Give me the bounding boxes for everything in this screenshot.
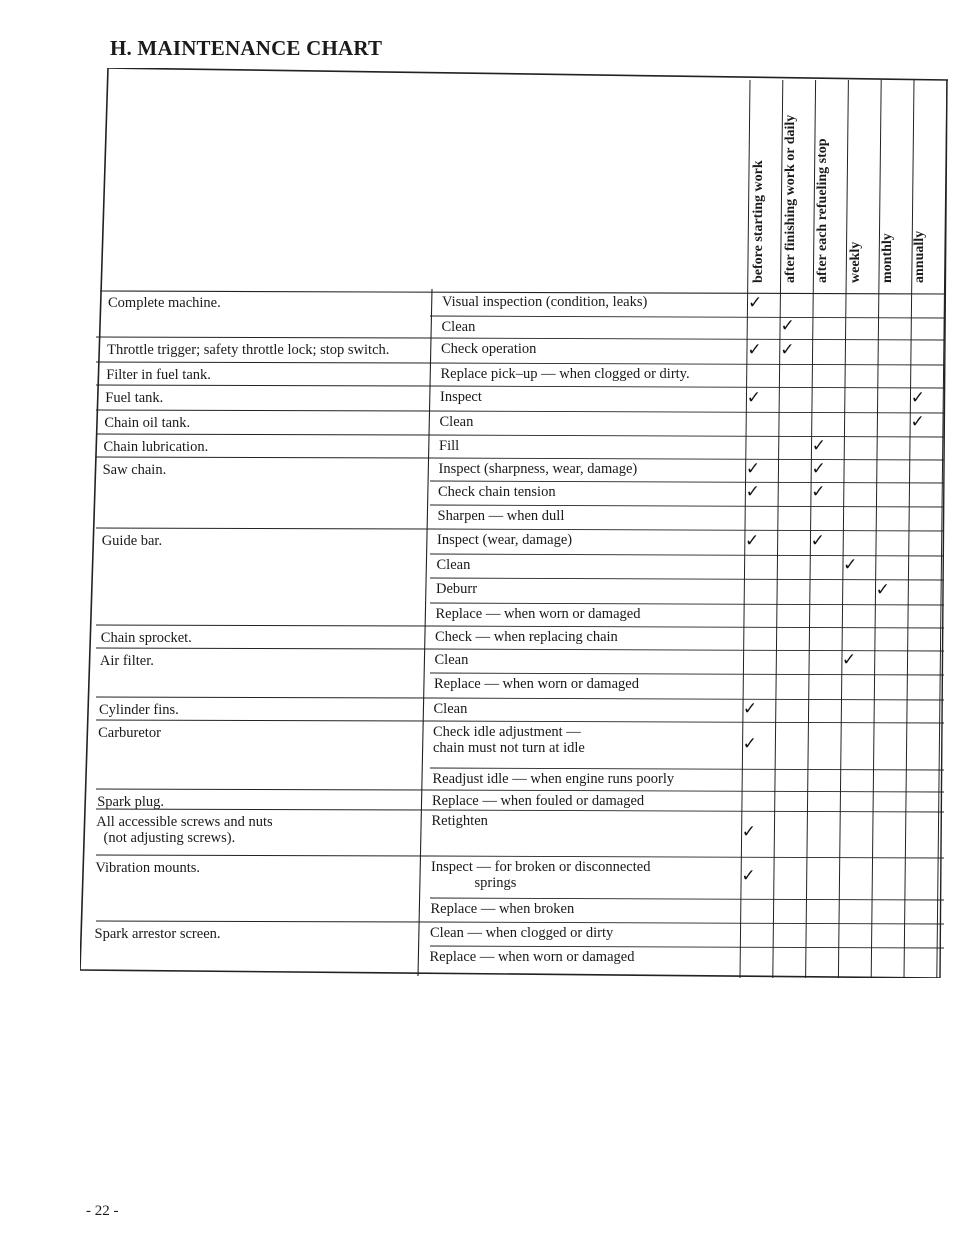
task-row-divider	[430, 946, 944, 948]
task-row-divider	[430, 505, 944, 507]
task-row-divider	[430, 435, 944, 437]
check-mark-icon: ✓	[748, 292, 763, 313]
task-label: Inspect (wear, damage)	[437, 532, 573, 548]
check-mark-icon: ✓	[910, 412, 925, 432]
task-label: Inspect (sharpness, wear, damage)	[438, 461, 638, 477]
item-row-divider	[96, 648, 430, 649]
task-label: Replace — when worn or damaged	[434, 676, 639, 692]
check-mark-icon: ✓	[841, 650, 857, 670]
task-row-divider	[430, 698, 944, 700]
component-label: Spark arrestor screen.	[94, 926, 221, 942]
component-label: Chain oil tank.	[104, 415, 191, 431]
item-row-divider	[96, 789, 430, 790]
task-label: Inspect	[440, 389, 482, 405]
interval-header: weekly	[847, 241, 863, 283]
task-row-divider	[430, 768, 944, 770]
task-label: Replace — when fouled or damaged	[432, 793, 645, 809]
interval-column-divider	[904, 80, 914, 978]
task-label: Replace pick–up — when clogged or dirty.	[440, 366, 690, 382]
task-row-divider	[430, 578, 944, 580]
task-label: Check chain tension	[438, 484, 556, 500]
check-mark-icon: ✓	[910, 387, 926, 408]
task-label: Clean	[433, 701, 468, 717]
component-label: All accessible screws and nuts (not adjusting screws).	[96, 814, 273, 846]
task-row-divider	[430, 529, 944, 531]
interval-column-divider	[838, 80, 848, 978]
item-row-divider	[96, 337, 430, 338]
component-label: Chain sprocket.	[100, 630, 192, 646]
check-mark-icon: ✓	[741, 822, 756, 842]
check-mark-icon: ✓	[780, 339, 795, 360]
item-row-divider	[96, 625, 430, 626]
item-row-divider	[96, 921, 430, 922]
task-row-divider	[430, 626, 944, 628]
item-row-divider	[96, 528, 430, 529]
page-number: - 22 -	[86, 1203, 119, 1219]
interval-header: after each refueling stop	[815, 138, 831, 283]
task-row-divider	[430, 810, 944, 812]
check-mark-icon: ✓	[811, 458, 826, 479]
task-label: Check idle adjustment — chain must not turn at idle	[433, 724, 585, 756]
task-label: Sharpen — when dull	[437, 508, 565, 524]
task-row-divider	[430, 603, 944, 605]
component-label: Fuel tank.	[105, 390, 164, 406]
interval-header: before starting work	[751, 160, 766, 283]
task-row-divider	[430, 458, 944, 460]
task-label: Retighten	[431, 813, 488, 829]
task-row-divider	[430, 649, 944, 651]
interval-header: annually	[912, 230, 927, 283]
check-mark-icon: ✓	[742, 733, 757, 754]
component-label: Cylinder fins.	[99, 702, 179, 718]
check-mark-icon: ✓	[843, 555, 858, 575]
chart-title: H. MAINTENANCE CHART	[110, 36, 383, 60]
item-row-divider	[96, 362, 430, 363]
task-row-divider	[430, 922, 944, 924]
check-mark-icon: ✓	[780, 316, 795, 336]
interval-column-divider	[740, 80, 750, 978]
interval-column-divider	[937, 80, 947, 978]
task-label: Fill	[439, 438, 460, 454]
check-mark-icon: ✓	[742, 698, 758, 719]
check-mark-icon: ✓	[811, 435, 827, 456]
component-label: Throttle trigger; safety throttle lock; stop switch.	[107, 342, 390, 358]
item-row-divider	[96, 697, 430, 698]
check-mark-icon: ✓	[745, 458, 761, 479]
component-label: Vibration mounts.	[95, 860, 201, 876]
task-label: Replace — when worn or damaged	[429, 949, 635, 965]
task-label: Clean	[441, 319, 476, 335]
check-mark-icon: ✓	[811, 482, 826, 502]
check-mark-icon: ✓	[746, 387, 762, 408]
component-label: Saw chain.	[102, 462, 167, 478]
task-label: Clean	[434, 652, 469, 668]
task-row-divider	[430, 316, 944, 318]
component-label: Filter in fuel tank.	[106, 367, 211, 383]
item-row-divider	[96, 457, 430, 458]
task-row-divider	[430, 721, 944, 723]
task-column-divider	[418, 289, 432, 976]
component-label: Carburetor	[98, 725, 161, 741]
task-row-divider	[430, 856, 944, 858]
task-label: Inspect — for broken or disconnected springs	[431, 859, 651, 891]
item-row-divider	[96, 720, 430, 721]
task-row-divider	[430, 363, 944, 365]
task-row-divider	[430, 338, 944, 340]
chart-border-top	[108, 68, 948, 80]
check-mark-icon: ✓	[741, 866, 756, 886]
item-row-divider	[96, 410, 430, 411]
check-mark-icon: ✓	[810, 530, 825, 551]
interval-header: after finishing work or daily	[783, 114, 799, 283]
task-label: Visual inspection (condition, leaks)	[442, 294, 648, 310]
task-row-divider	[430, 554, 944, 556]
task-label: Clean — when clogged or dirty	[430, 925, 614, 941]
task-label: Replace — when broken	[430, 901, 575, 917]
component-label: Complete machine.	[108, 295, 221, 311]
component-label: Air filter.	[99, 653, 154, 669]
item-row-divider	[96, 855, 430, 856]
component-label: Spark plug.	[97, 794, 165, 810]
task-row-divider	[430, 411, 944, 413]
task-label: Deburr	[436, 581, 478, 597]
interval-header: monthly	[879, 233, 895, 283]
check-mark-icon: ✓	[745, 482, 760, 502]
task-row-divider	[430, 481, 944, 483]
task-row-divider	[430, 898, 944, 900]
task-label: Readjust idle — when engine runs poorly	[432, 771, 675, 787]
maintenance-chart	[80, 68, 948, 978]
check-mark-icon: ✓	[747, 339, 762, 360]
task-label: Check — when replacing chain	[435, 629, 618, 645]
item-row-divider	[96, 385, 430, 386]
component-label: Chain lubrication.	[103, 439, 209, 455]
component-label: Guide bar.	[101, 533, 163, 549]
chart-border-bottom	[80, 970, 940, 978]
task-label: Clean	[439, 414, 474, 430]
check-mark-icon: ✓	[745, 530, 760, 551]
task-row-divider	[430, 386, 944, 388]
task-label: Check operation	[441, 341, 537, 357]
chart-border-right	[940, 80, 947, 978]
task-row-divider	[430, 673, 944, 675]
task-label: Replace — when worn or damaged	[435, 606, 641, 622]
interval-column-divider	[871, 80, 881, 978]
task-label: Clean	[436, 557, 471, 573]
task-row-divider	[430, 790, 944, 792]
item-row-divider	[96, 434, 430, 435]
check-mark-icon: ✓	[875, 579, 890, 600]
interval-column-divider	[773, 80, 783, 978]
